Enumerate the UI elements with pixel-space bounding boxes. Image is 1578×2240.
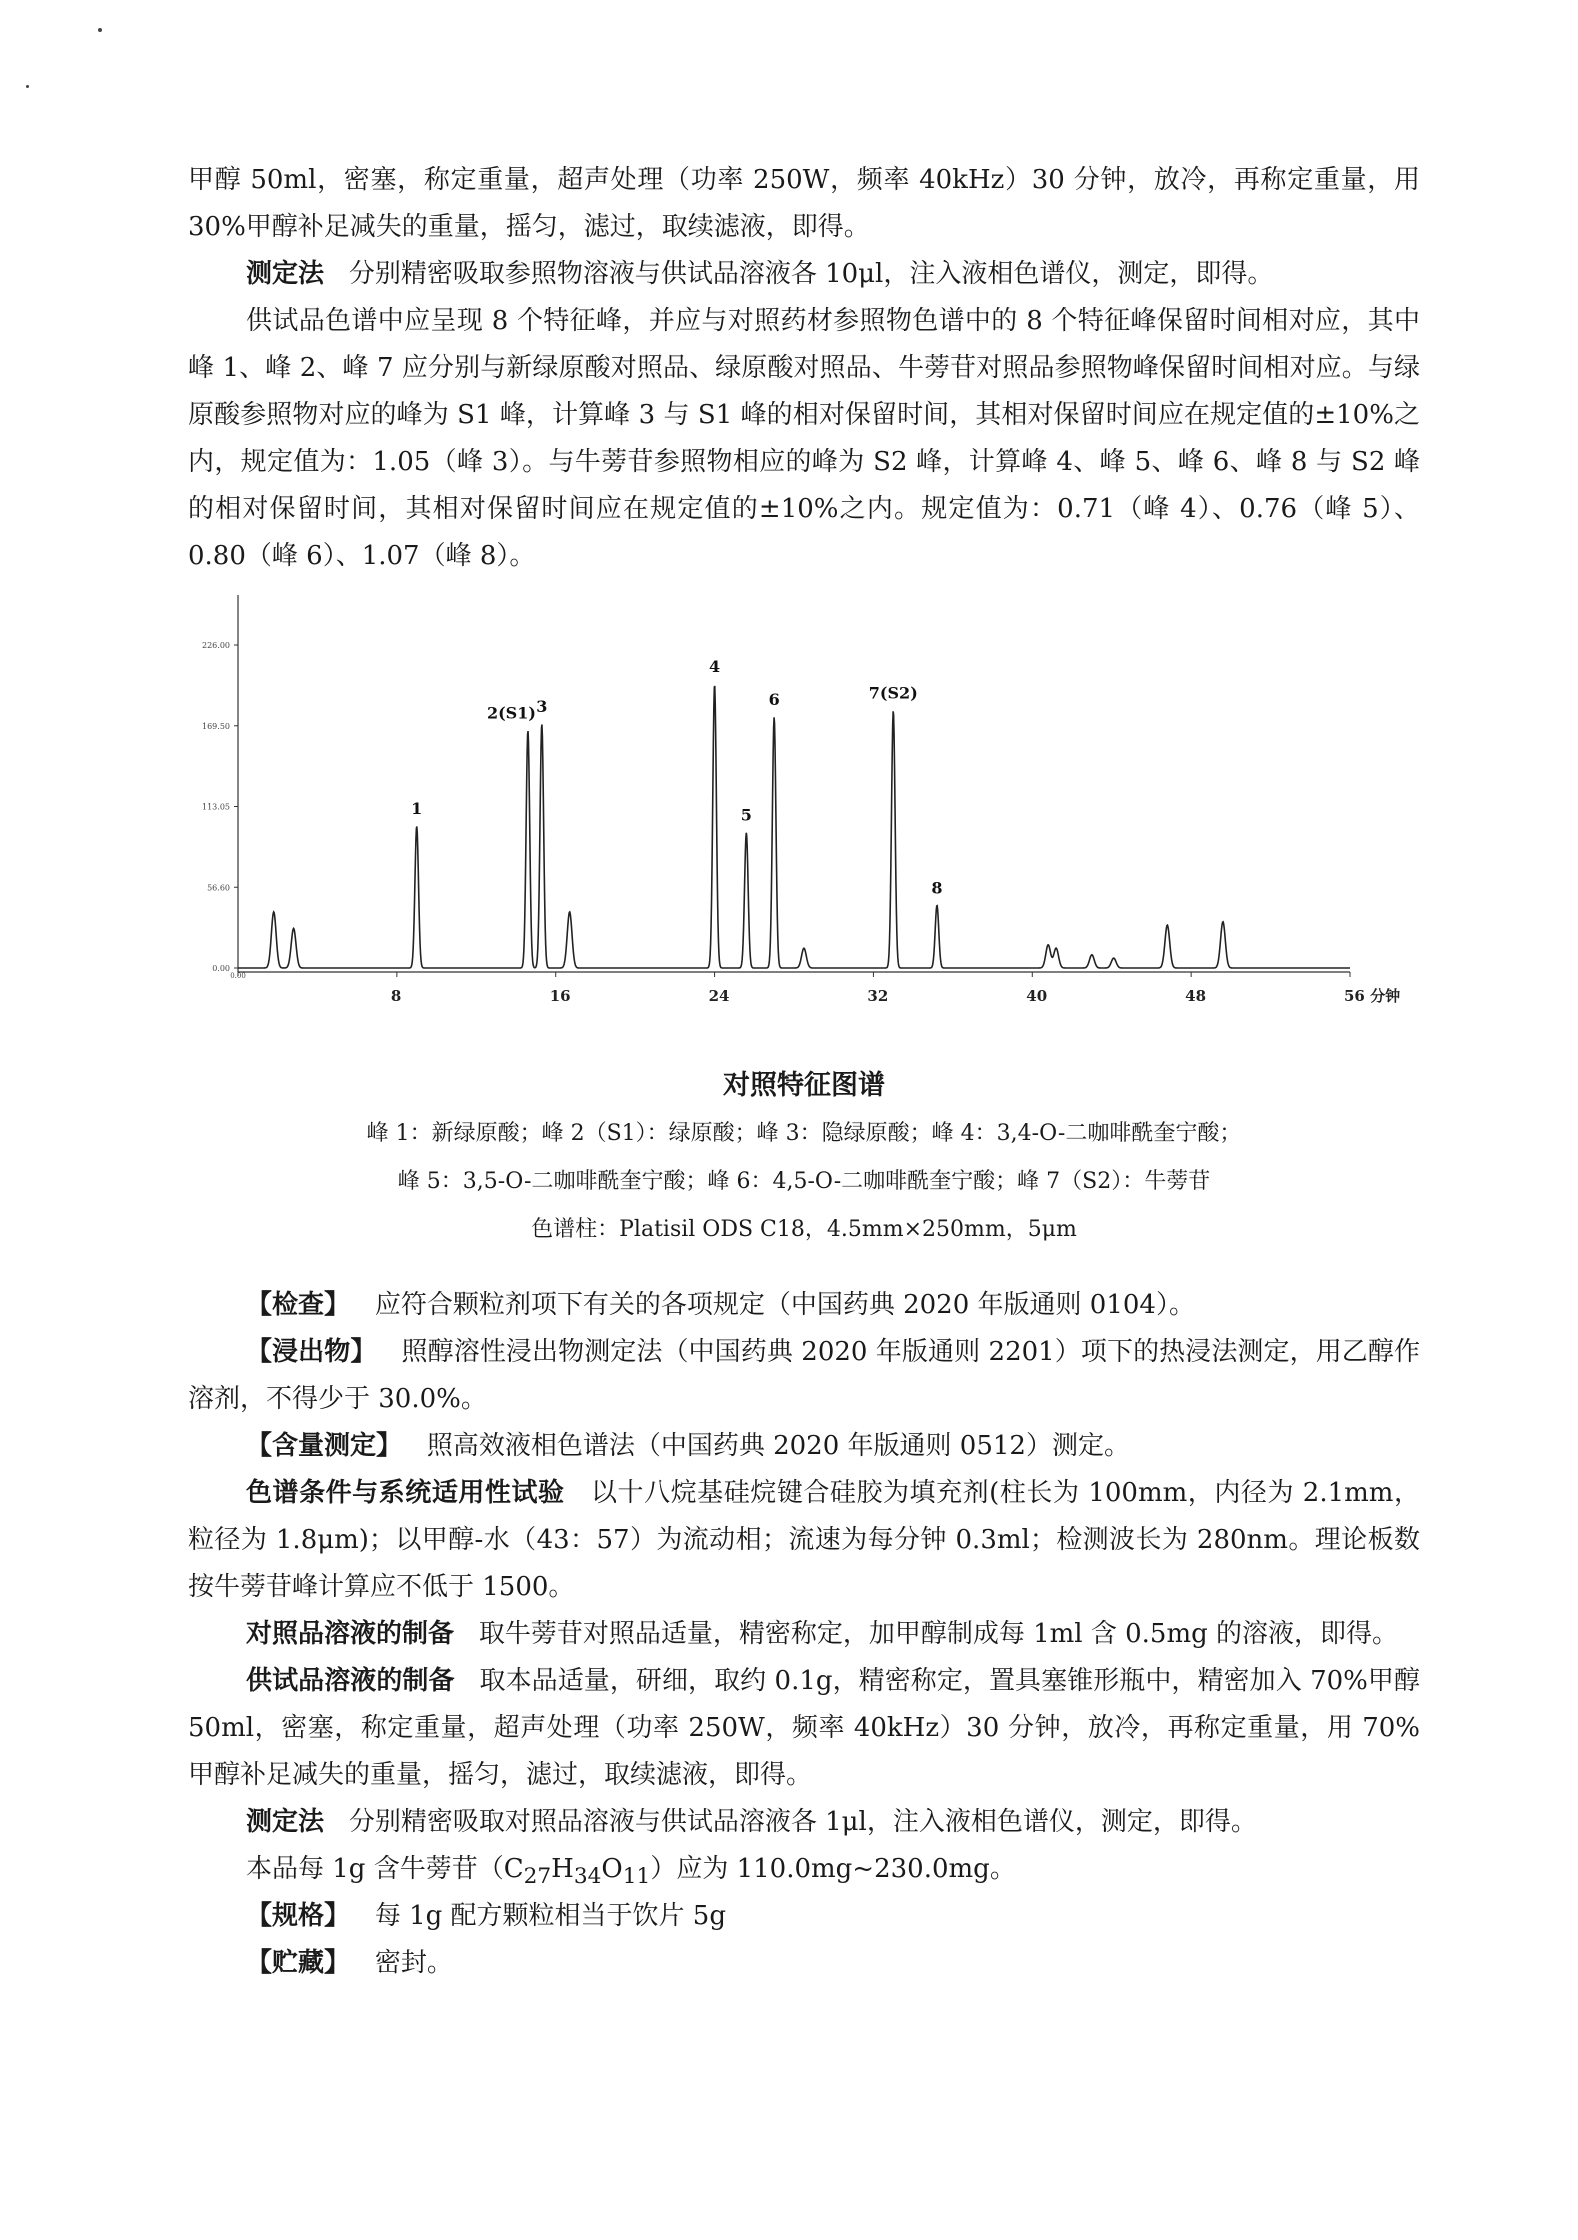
test-solution-paragraph <box>188 1658 1420 1799</box>
spec-paragraph <box>188 1893 1420 1940</box>
content-label: 【含量测定】 <box>246 1431 403 1461</box>
check-text: 应符合颗粒剂项下有关的各项规定（中国药典 2020 年版通则 0104）。 <box>374 1290 1195 1320</box>
peak-label: 6 <box>768 690 780 710</box>
x-tick-label: 48 <box>1185 987 1207 1005</box>
content-req-pre: 本品每 1g 含牛蒡苷（C <box>246 1854 524 1884</box>
peak-label: 5 <box>740 805 752 825</box>
scan-speck <box>98 28 102 32</box>
y-tick-label: 0.00 <box>212 964 230 973</box>
chart-title: 对照特征图谱 <box>723 1070 885 1101</box>
formula-h: H <box>551 1854 574 1884</box>
spec-label: 【规格】 <box>246 1901 351 1931</box>
x-tick-label: 56 分钟 <box>1344 987 1401 1005</box>
formula-sub-o: 11 <box>622 1864 651 1890</box>
chrom-conditions-paragraph <box>188 1470 1420 1611</box>
y-tick-label: 169.50 <box>202 721 230 731</box>
y-tick-label: 226.00 <box>202 641 230 650</box>
fingerprint-paragraph <box>188 298 1420 580</box>
formula-o: O <box>601 1854 623 1884</box>
formula-sub-c: 27 <box>523 1864 552 1890</box>
assay-label: 测定法 <box>246 259 325 289</box>
storage-text: 密封。 <box>374 1948 453 1978</box>
x-tick-label: 40 <box>1026 987 1048 1005</box>
content-text: 照高效液相色谱法（中国药典 2020 年版通则 0512）测定。 <box>426 1431 1130 1461</box>
x-tick-label: 32 <box>867 987 889 1005</box>
check-paragraph <box>188 1282 1420 1329</box>
ref-solution-paragraph <box>188 1611 1420 1658</box>
caption-line-2: 峰 5：3,5-O-二咖啡酰奎宁酸；峰 6：4,5-O-二咖啡酰奎宁酸；峰 7（S2）：牛蒡苷 <box>397 1169 1211 1194</box>
ref-solution-text: 取牛蒡苷对照品适量，精密称定，加甲醇制成每 1ml 含 0.5mg 的溶液，即得。 <box>478 1619 1399 1649</box>
peak-label: 3 <box>536 696 548 716</box>
x-tick-label: 0.00 <box>230 972 246 980</box>
prep-continuation-text: 甲醇 50ml，密塞，称定重量，超声处理（功率 250W，频率 40kHz）30 分钟，放冷，再称定重量，用 30%甲醇补足减失的重量，摇匀，滤过，取续滤液，即得。 <box>188 165 1420 242</box>
peak-label: 2(S1) <box>486 703 536 723</box>
chrom-conditions-label: 色谱条件与系统适用性试验 <box>246 1478 565 1508</box>
test-solution-text: 取本品适量，研细，取约 0.1g，精密称定，置具塞锥形瓶中，精密加入 70%甲醇 50ml，密塞，称定重量，超声处理（功率 250W，频率 40kHz）30 分钟，放冷，再称定重量，用 70%甲醇补足减失的重量，摇匀，滤过，取续滤液，即得。 <box>188 1666 1420 1790</box>
x-tick-label: 8 <box>390 987 402 1005</box>
x-tick-label: 24 <box>708 987 730 1005</box>
chrom-conditions-text: 以十八烷基硅烷键合硅胶为填充剂(柱长为 100mm，内径为 2.1mm，粒径为 1.8μm)；以甲醇-水（43：57）为流动相；流速为每分钟 0.3ml；检测波长为 280nm。理论板数按牛蒡苷峰计算应不低于 1500。 <box>188 1478 1421 1602</box>
check-label: 【检查】 <box>246 1290 351 1320</box>
storage-paragraph <box>188 1940 1420 1987</box>
chromatogram-chart <box>170 585 1410 1025</box>
peak-label: 7(S2) <box>868 683 918 703</box>
assay2-paragraph <box>188 1799 1420 1846</box>
test-solution-label: 供试品溶液的制备 <box>246 1666 455 1696</box>
y-tick-label: 113.05 <box>202 802 230 812</box>
ref-solution-label: 对照品溶液的制备 <box>246 1619 455 1649</box>
peak-label: 8 <box>931 878 943 898</box>
chromatogram-trace <box>238 683 1350 968</box>
content-req-post: ）应为 110.0mg~230.0mg。 <box>650 1854 1016 1884</box>
assay2-label: 测定法 <box>246 1807 325 1837</box>
storage-label: 【贮藏】 <box>246 1948 351 1978</box>
fingerprint-text: 供试品色谱中应呈现 8 个特征峰，并应与对照药材参照物色谱中的 8 个特征峰保留时间相对应，其中峰 1、峰 2、峰 7 应分别与新绿原酸对照品、绿原酸对照品、牛蒡苷对照品参照物峰保留时间相对应。与绿原酸参照物对应的峰为 S1 峰，计算峰 3 与 S1 峰的相对保留时间，其相对保留时间应在规定值的±10%之内，规定值为：1.05（峰 3）。与牛蒡苷参照物相应的峰为 S2 峰，计算峰 4、峰 5、峰 6、峰 8 与 S2 峰的相对保留时间，其相对保留时间应在规定值的±10%之内。规定值为：0.71（峰 4）、0.76（峰 5）、0.80（峰 6）、1.07（峰 8）。 <box>188 306 1420 571</box>
caption-line-1: 峰 1：新绿原酸；峰 2（S1）：绿原酸；峰 3：隐绿原酸；峰 4：3,4-O-二咖啡酰奎宁酸； <box>366 1121 1242 1146</box>
assay-text: 分别精密吸取参照物溶液与供试品溶液各 10μl，注入液相色谱仪，测定，即得。 <box>348 259 1274 289</box>
scan-speck <box>26 85 29 88</box>
assay-paragraph <box>188 251 1420 298</box>
y-tick-label: 56.60 <box>207 883 230 893</box>
caption-line-3: 色谱柱：Platisil ODS C18，4.5mm×250mm，5μm <box>531 1217 1077 1242</box>
x-tick-label: 16 <box>549 987 571 1005</box>
spec-text: 每 1g 配方颗粒相当于饮片 5g <box>374 1901 726 1931</box>
extract-paragraph <box>188 1329 1420 1423</box>
peak-label: 1 <box>411 799 423 819</box>
content-paragraph <box>188 1423 1420 1470</box>
prep-continuation-paragraph <box>188 157 1420 251</box>
assay2-text: 分别精密吸取对照品溶液与供试品溶液各 1μl，注入液相色谱仪，测定，即得。 <box>348 1807 1257 1837</box>
peak-label: 4 <box>709 657 721 677</box>
extract-label: 【浸出物】 <box>246 1337 377 1367</box>
extract-text: 照醇溶性浸出物测定法（中国药典 2020 年版通则 2201）项下的热浸法测定，用乙醇作溶剂，不得少于 30.0%。 <box>188 1337 1420 1414</box>
formula-sub-h: 34 <box>573 1864 602 1890</box>
